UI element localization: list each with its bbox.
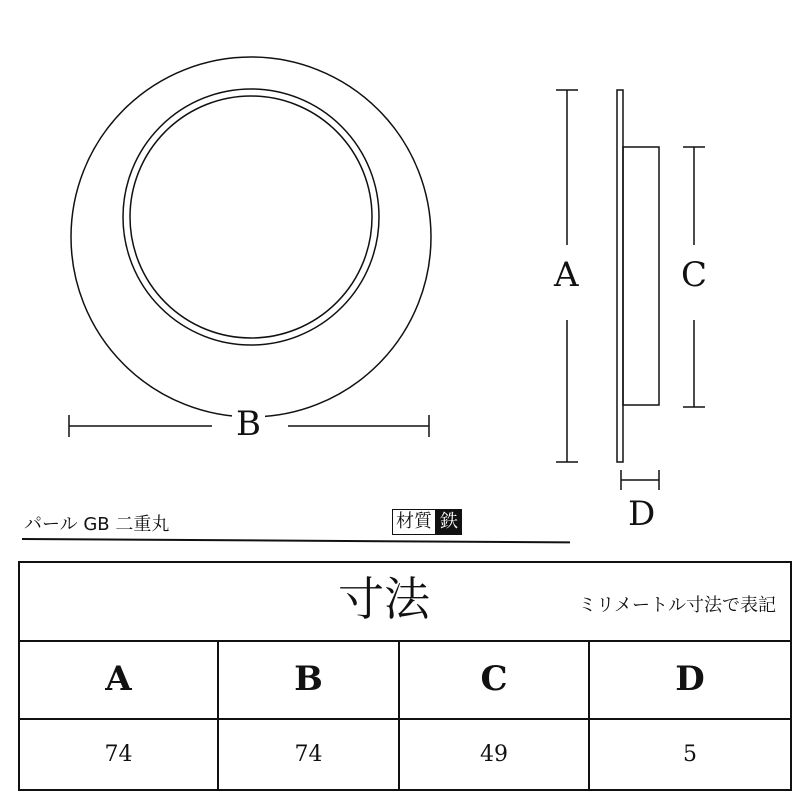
header-c: C [480,659,508,699]
value-cell-d [590,718,790,791]
header-b: B [294,659,323,699]
material-label: 材質 [392,509,436,535]
header-d: D [675,659,705,699]
dimension-label-b: B [232,407,265,441]
table-title: 寸法 [338,572,430,626]
header-a: A [105,659,132,699]
dimension-label-d: D [624,497,659,531]
table-header-row [20,640,790,720]
value-d: 5 [683,742,697,767]
value-c: 49 [480,742,508,767]
inner-ring-outer-circle [123,89,379,345]
dimension-d [621,470,659,490]
dimension-label-c: C [677,258,711,292]
table-header [20,563,790,642]
header-cell-c [400,640,590,718]
value-cell-a [20,718,219,791]
value-cell-b [219,718,400,791]
material-badge [392,509,462,535]
dimension-label-a: A [550,258,583,292]
value-b: 74 [294,742,323,767]
dimension-table [18,561,792,791]
header-cell-b [219,640,400,718]
value-cell-c [400,718,590,791]
inner-ring-inner-circle [130,96,372,338]
header-cell-a [20,640,219,718]
table-value-row [20,718,790,791]
material-value: 鉄 [436,509,462,535]
header-cell-d [590,640,790,718]
product-name: パール GB 二重丸 [24,514,170,535]
side-view-profile [617,90,659,462]
unit-note: ミリメートル寸法で表記 [578,595,776,616]
value-a: 74 [104,742,133,767]
